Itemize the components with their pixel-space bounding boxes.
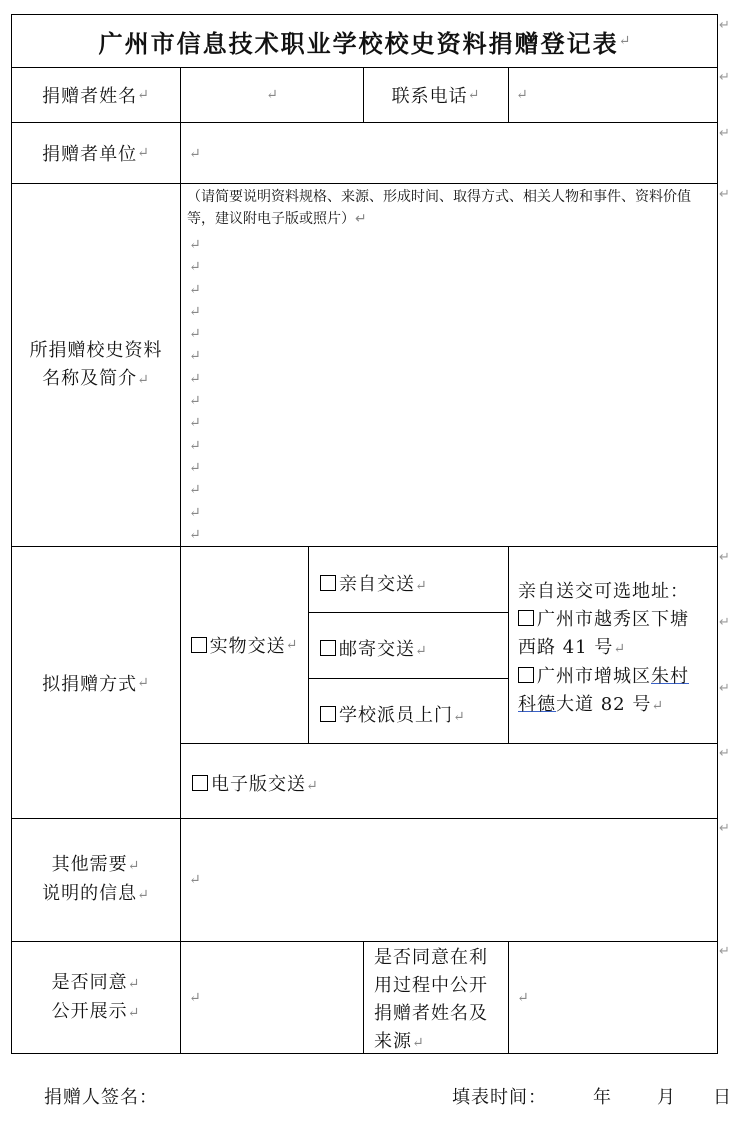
address-1: 广州市越秀区下塘西路 41 号: [518, 609, 689, 658]
checkbox-icon[interactable]: [192, 775, 208, 791]
end-of-row-mark-icon: [719, 126, 730, 141]
end-of-row-mark-icon: [719, 746, 730, 761]
paragraph-mark-icon: [137, 675, 150, 691]
material-label-line2: 名称及简介: [42, 367, 138, 389]
other-label-line2: 说明的信息: [42, 883, 138, 904]
name-public-field[interactable]: [517, 987, 529, 1006]
paragraph-mark-icon: [286, 637, 299, 653]
date-label: [452, 1083, 547, 1109]
paragraph-mark-icon: [266, 87, 278, 103]
signature-label: [44, 1083, 158, 1109]
paragraph-mark-icon: [468, 87, 481, 103]
physical-option-text: 实物交送: [209, 636, 286, 657]
checkbox-icon[interactable]: [320, 706, 336, 722]
contact-phone-label-text: 联系电话: [391, 86, 468, 107]
end-of-row-mark-icon: [719, 821, 730, 836]
date-day: 日: [713, 1087, 732, 1108]
paragraph-mark-icon: [516, 87, 528, 103]
form-title-cell: [12, 15, 717, 67]
checkbox-icon[interactable]: [518, 610, 534, 626]
paragraph-mark-icon: [189, 990, 201, 1006]
paragraph-mark-icon: [453, 709, 466, 725]
self-delivery-text: 亲自交送: [339, 574, 415, 595]
end-of-row-mark-icon: [719, 70, 730, 85]
name-public-label: [374, 944, 500, 1057]
physical-option[interactable]: [181, 547, 308, 743]
public-display-label: [12, 942, 180, 1053]
donor-name-field[interactable]: [181, 68, 363, 122]
public-label-line2: 公开展示: [51, 1000, 128, 1022]
form-title: 广州市信息技术职业学校校史资料捐赠登记表: [98, 28, 619, 58]
address-2-underlined: 朱村科德: [518, 666, 689, 715]
end-of-row-mark-icon: [719, 18, 730, 33]
paragraph-mark-icon: [137, 145, 150, 161]
paragraph-mark-icon: [415, 643, 428, 659]
paragraph-mark-icon: [137, 87, 150, 103]
signature-label-text: 捐赠人签名：: [44, 1087, 158, 1108]
date-year: 年: [593, 1087, 612, 1108]
end-of-row-mark-icon: [719, 944, 730, 959]
paragraph-mark-icon: [189, 256, 209, 278]
paragraph-mark-icon: [189, 524, 209, 546]
end-of-row-mark-icon: [719, 187, 730, 202]
paragraph-mark-icon: [189, 502, 209, 524]
self-delivery-option[interactable]: [320, 570, 428, 596]
address-block: [518, 578, 702, 720]
paragraph-mark-icon: [137, 887, 150, 903]
paragraph-mark-icon: [412, 1035, 425, 1051]
other-info-label: [12, 819, 180, 941]
school-pickup-text: 学校派员上门: [339, 705, 453, 726]
donor-name-label: [12, 68, 180, 122]
paragraph-mark-icon: [306, 778, 319, 794]
mail-delivery-text: 邮寄交送: [339, 639, 415, 660]
end-of-row-mark-icon: [719, 681, 730, 696]
paragraph-mark-icon: [189, 301, 209, 323]
address-2-prefix: 广州市增城区: [537, 666, 651, 687]
material-label: [12, 184, 180, 546]
paragraph-mark-icon: [189, 435, 209, 457]
paragraph-mark-icon: [128, 858, 141, 874]
contact-phone-label: [364, 68, 508, 122]
material-input-area[interactable]: [189, 234, 209, 546]
checkbox-icon[interactable]: [320, 640, 336, 656]
public-label-line1: 是否同意: [51, 971, 128, 993]
donor-unit-field[interactable]: [189, 143, 709, 162]
checkbox-icon[interactable]: [518, 667, 534, 683]
school-pickup-option[interactable]: [320, 701, 466, 727]
paragraph-mark-icon: [189, 390, 209, 412]
other-label-line1: 其他需要: [51, 854, 128, 875]
paragraph-mark-icon: [189, 345, 209, 367]
paragraph-mark-icon: [189, 479, 209, 501]
public-display-field[interactable]: [189, 987, 201, 1006]
material-hint-text: （请简要说明资料规格、来源、形成时间、取得方式、相关人物和事件、资料价值等，建议附电子版或照片）: [187, 189, 691, 227]
contact-phone-field[interactable]: [516, 84, 528, 103]
end-of-row-mark-icon: [719, 615, 730, 630]
donor-unit-label: [12, 123, 180, 183]
donor-name-label-text: 捐赠者姓名: [42, 86, 138, 107]
end-of-row-mark-icon: [719, 550, 730, 565]
donor-unit-label-text: 捐赠者单位: [42, 144, 138, 165]
address-intro: 亲自送交可选地址：: [518, 581, 689, 602]
electronic-option[interactable]: [192, 770, 319, 796]
paragraph-mark-icon: [651, 698, 664, 714]
date-label-text: 填表时间：: [452, 1087, 547, 1108]
material-label-line1: 所捐赠校史资料: [29, 339, 163, 361]
paragraph-mark-icon: [189, 234, 209, 256]
paragraph-mark-icon: [415, 578, 428, 594]
paragraph-mark-icon: [128, 1005, 141, 1021]
paragraph-mark-icon: [189, 279, 209, 301]
date-month: 月: [657, 1087, 676, 1108]
method-label: [12, 547, 180, 818]
paragraph-mark-icon: [189, 872, 201, 888]
checkbox-icon[interactable]: [191, 637, 207, 653]
material-hint: [187, 186, 715, 230]
paragraph-mark-icon: [517, 990, 529, 1006]
address-2-suffix: 大道 82 号: [556, 694, 652, 715]
method-label-text: 拟捐赠方式: [42, 673, 138, 695]
paragraph-mark-icon: [189, 323, 209, 345]
paragraph-mark-icon: [355, 211, 367, 227]
mail-delivery-option[interactable]: [320, 635, 428, 661]
paragraph-mark-icon: [613, 641, 626, 657]
electronic-option-text: 电子版交送: [211, 774, 306, 795]
checkbox-icon[interactable]: [320, 575, 336, 591]
paragraph-mark-icon: [189, 368, 209, 390]
paragraph-mark-icon: [189, 412, 209, 434]
paragraph-mark-icon: [619, 33, 631, 49]
other-info-field[interactable]: [189, 869, 201, 888]
paragraph-mark-icon: [189, 457, 209, 479]
paragraph-mark-icon: [189, 146, 201, 162]
paragraph-mark-icon: [137, 372, 150, 388]
paragraph-mark-icon: [128, 976, 141, 992]
name-public-label-text: 是否同意在利用过程中公开捐赠者姓名及来源: [374, 947, 488, 1052]
